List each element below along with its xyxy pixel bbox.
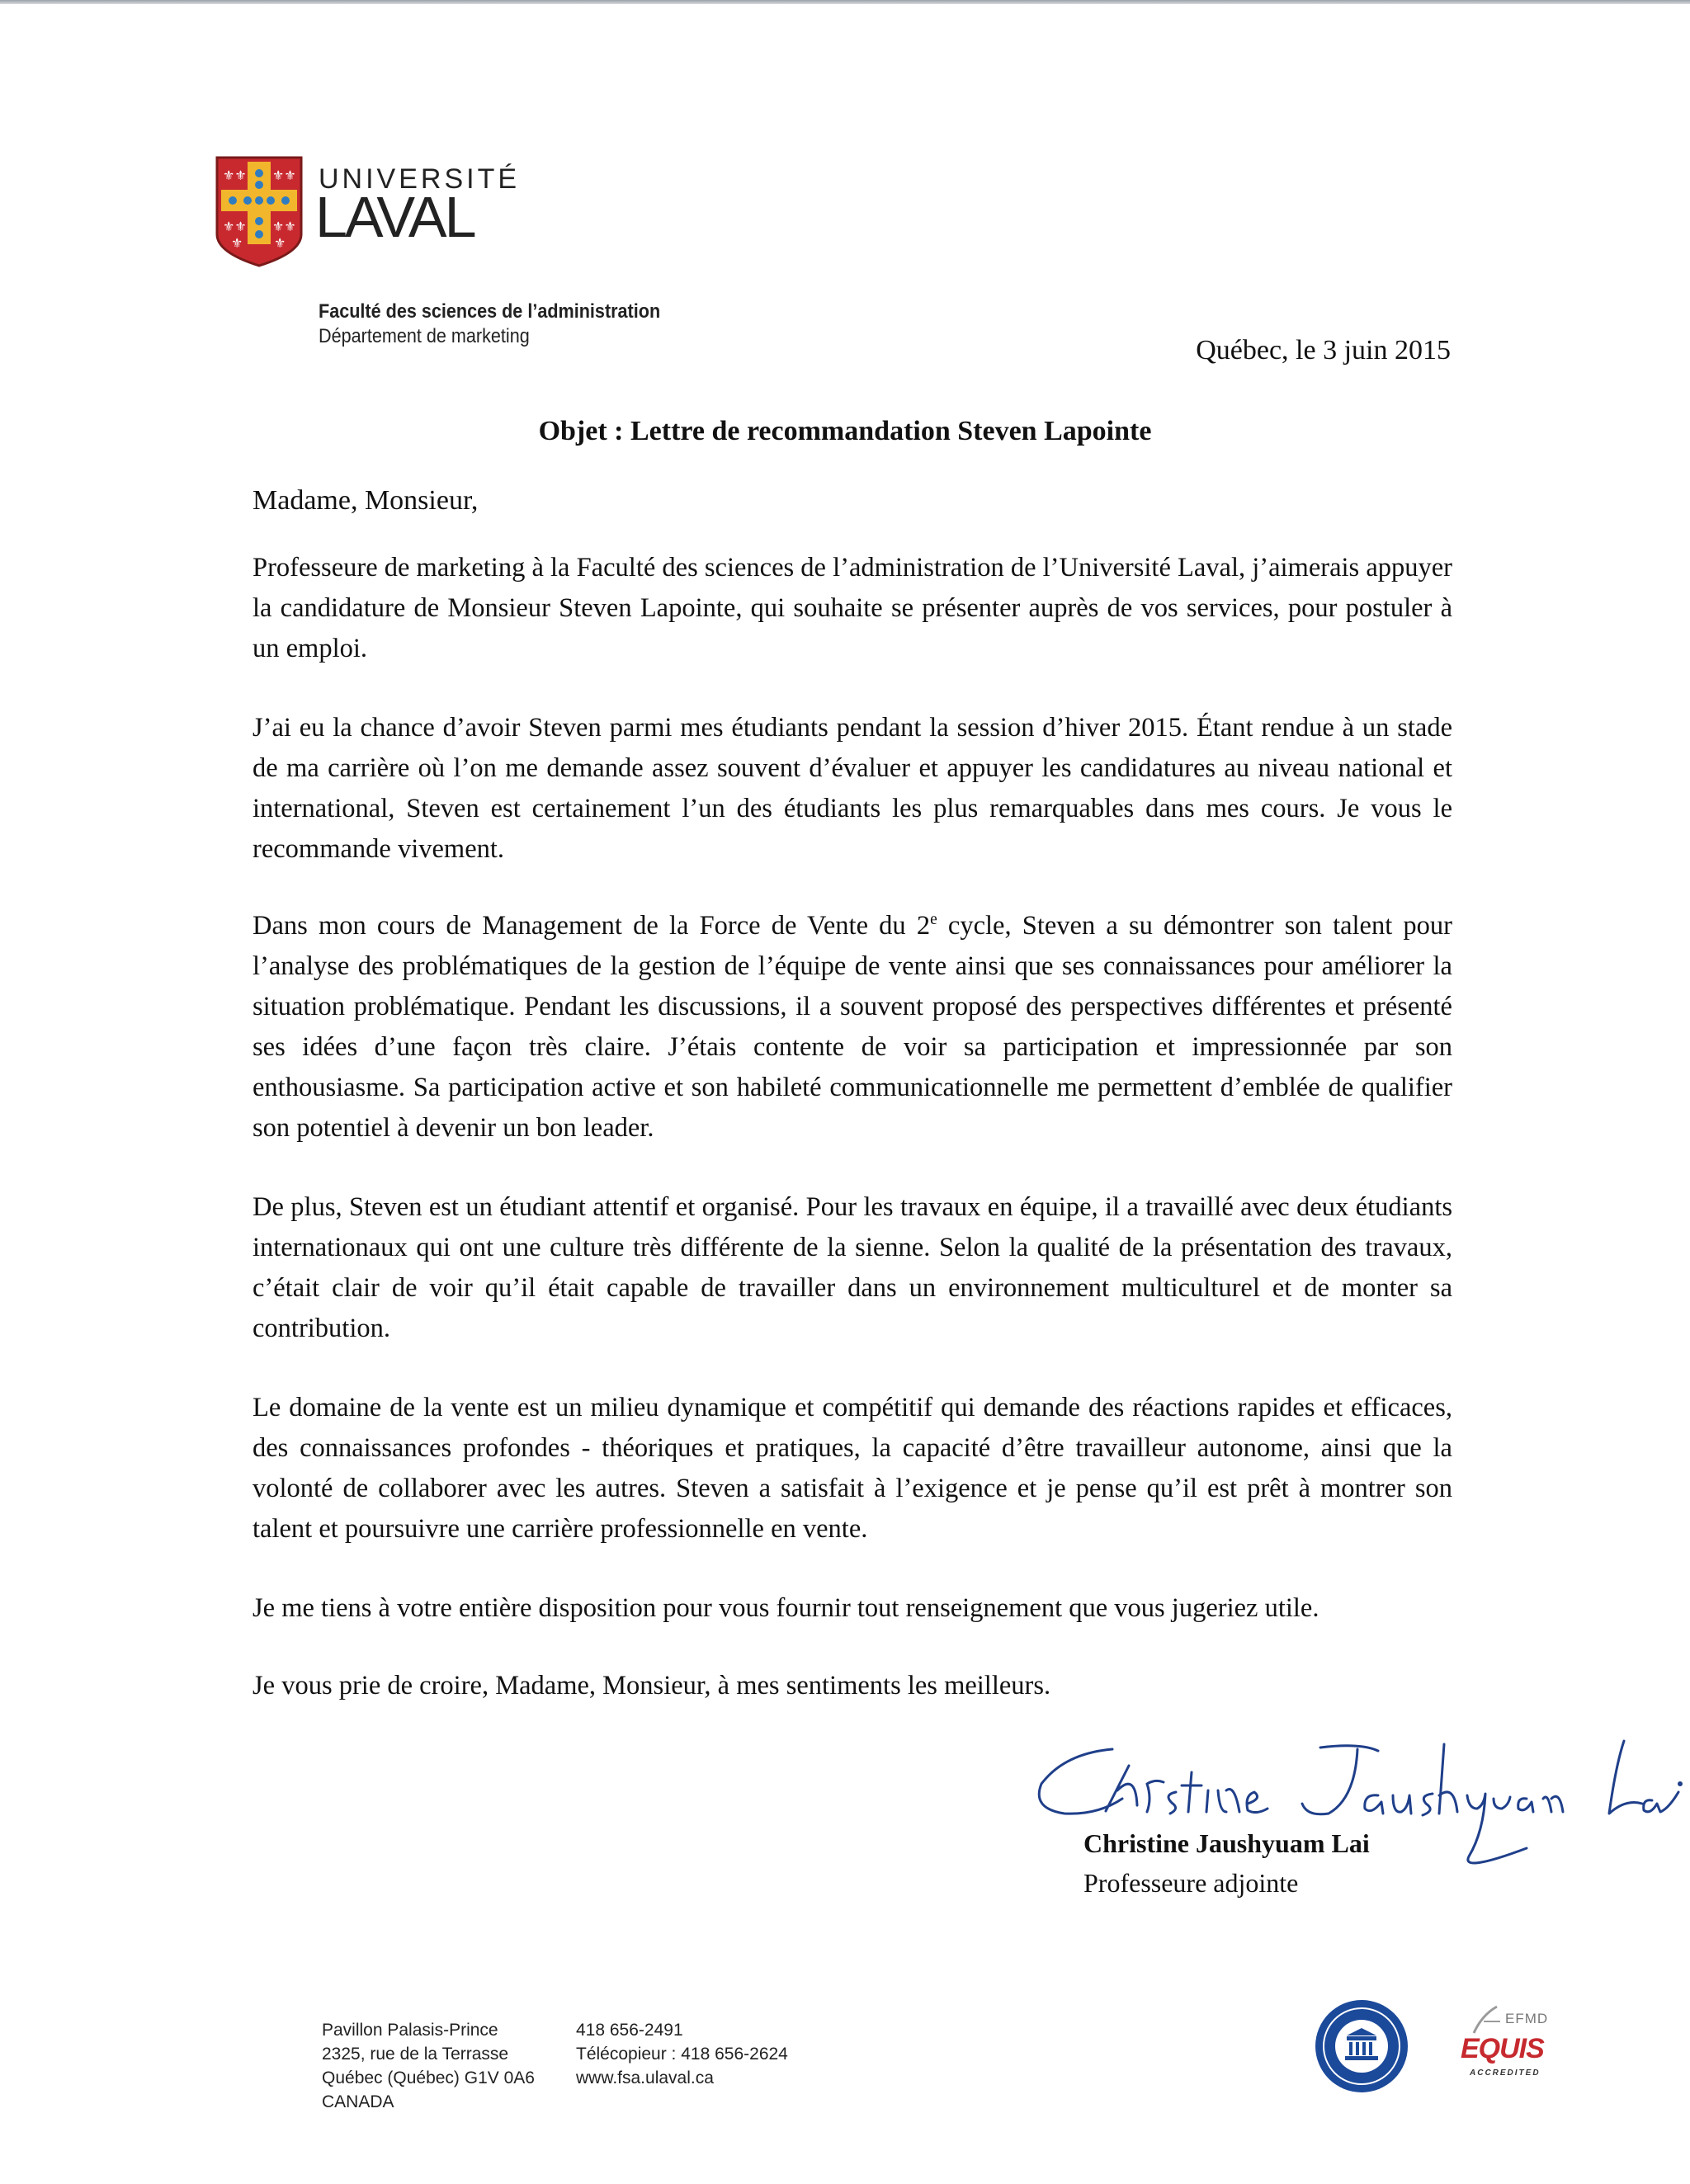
svg-text:⚜⚜: ⚜⚜	[272, 167, 296, 183]
svg-text:⚜: ⚜	[231, 235, 243, 251]
letter-date: Québec, le 3 juin 2015	[1196, 335, 1451, 366]
paragraph-6: Je me tiens à votre entière disposition pour vous fournir tout renseignement que vous jugeriez utile.	[253, 1593, 1319, 1623]
letter-body	[253, 548, 1452, 1745]
accredited-label: ACCREDITED	[1470, 2068, 1541, 2078]
svg-text:⚜⚜: ⚜⚜	[223, 167, 247, 183]
phone-number: 418 656-2491	[576, 2021, 683, 2040]
university-name-line2: LAVAL	[315, 185, 474, 249]
letter-subject: Objet : Lettre de recommandation Steven Lapointe	[538, 416, 1152, 446]
aacsb-seal-icon	[1312, 1997, 1411, 2096]
coat-of-arms-icon	[215, 155, 304, 267]
footer-address	[322, 2018, 535, 2114]
handwritten-signature	[1031, 1733, 1683, 1881]
salutation: Madame, Monsieur,	[253, 485, 479, 516]
paragraph-5: Le domaine de la vente est un milieu dynamique et compétitif qui demande des réactions rapides et efficaces, des connaissances profondes - théoriques et pratiques, la capacité d’être travailleur autonome, ainsi que la volonté de collaborer avec les autres. Steven a satisfait à l’exigence et je pense qu’il est prêt à montrer son talent et poursuivre une carrière professionnelle en vente.	[253, 1393, 1452, 1544]
signer-name: Christine Jaushyuam Lai	[1083, 1828, 1370, 1858]
paragraph-3-rest: cycle, Steven a su démontrer son talent pour l’analyse des problématiques de la gestion de l’équipe de vente ainsi que ses connaissances pour améliorer la situation problématique. Pendant les discussions, il a souvent proposé des perspectives différentes et présenté ses idées d’une façon très claire. J’étais contente de voir sa participation et impressionnée par son enthousiasme. Sa participation active et son habileté communicationnelle me permettent d’emblée de qualifier son potentiel à devenir un bon leader.	[253, 911, 1452, 1143]
fax-number: Télécopieur : 418 656-2624	[576, 2045, 788, 2064]
paragraph-3	[253, 906, 1452, 1149]
paragraph-3-start: Dans mon cours de Management de la Force de Vente du 2	[253, 911, 931, 941]
paragraph-1: Professeure de marketing à la Faculté des sciences de l’administration de l’Université Laval, j’aimerais appuyer la candidature de Monsieur Steven Lapointe, qui souhaite se présenter auprès de vos services, pour postuler à un emploi.	[253, 553, 1452, 663]
address-line: Québec (Québec) G1V 0A6	[322, 2068, 535, 2087]
paragraph-4: De plus, Steven est un étudiant attentif et organisé. Pour les travaux en équipe, il a travaillé avec deux étudiants internationaux qui ont une culture très différente de la sienne. Selon la qualité de la présentation des travaux, c’était clair de voir qu’il était capable de travailler dans un environnement multiculturel et de monter sa contribution.	[253, 1192, 1452, 1343]
signer-title: Professeure adjointe	[1083, 1868, 1299, 1898]
faculty-name: Faculté des sciences de l’administration	[319, 300, 661, 323]
footer-contact	[576, 2018, 788, 2090]
address-line: CANADA	[322, 2092, 394, 2111]
svg-text:⚜⚜: ⚜⚜	[223, 219, 247, 234]
svg-text:⚜⚜: ⚜⚜	[272, 219, 296, 234]
university-name-line1: UNIVERSITÉ	[319, 163, 521, 195]
address-line: Pavillon Palasis-Prince	[322, 2021, 498, 2040]
scan-edge	[0, 0, 1690, 4]
equis-label: EQUIS	[1461, 2033, 1544, 2064]
university-logo	[215, 155, 521, 267]
svg-text:⚜: ⚜	[274, 235, 286, 251]
superscript-e: e	[930, 911, 937, 929]
department-name: Département de marketing	[319, 325, 530, 347]
closing-line: Je vous prie de croire, Madame, Monsieur, à mes sentiments les meilleurs.	[253, 1671, 1051, 1701]
website: www.fsa.ulaval.ca	[576, 2068, 714, 2087]
address-line: 2325, rue de la Terrasse	[322, 2045, 509, 2064]
paragraph-2: J’ai eu la chance d’avoir Steven parmi mes étudiants pendant la session d’hiver 2015. Étant rendue à un stade de ma carrière où l’on me demande assez souvent d’évaluer et appuyer les candidatures au niveau national et international, Steven est certainement l’un des étudiants les plus remarquables dans mes cours. Je vous le recommande vivement.	[253, 713, 1452, 864]
efmd-label: EFMD	[1505, 2011, 1549, 2026]
